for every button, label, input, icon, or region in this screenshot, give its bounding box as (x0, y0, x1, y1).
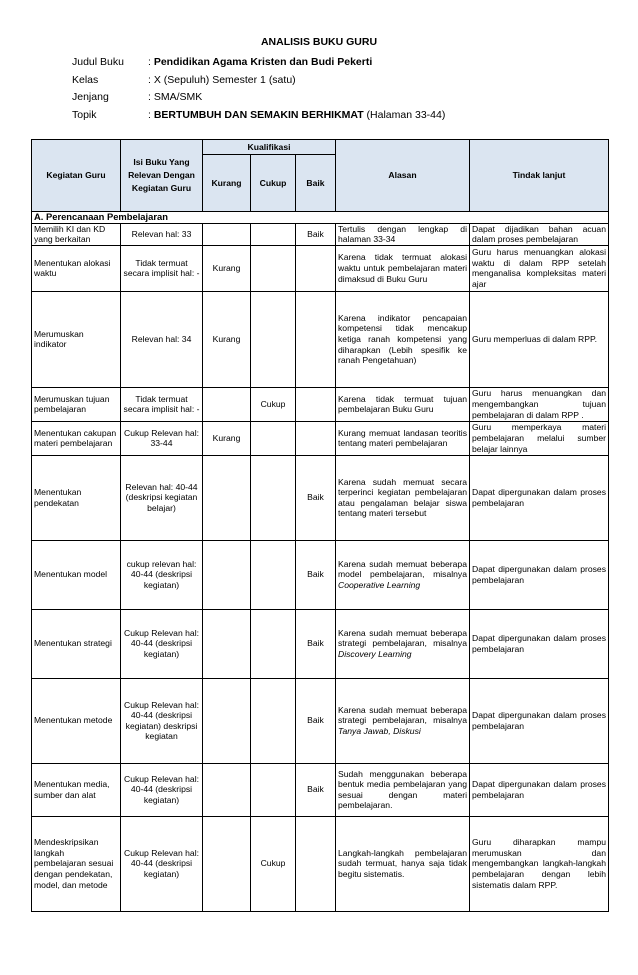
cukup-cell (251, 540, 296, 609)
isi-buku-cell: Relevan hal: 33 (121, 223, 203, 245)
isi-buku-cell: Cukup Relevan hal: 40-44 (deskripsi kegiatan) (121, 609, 203, 678)
section-heading: A. Perencanaan Pembelajaran (32, 212, 609, 224)
cukup-cell (251, 245, 296, 291)
book-title-value: Pendidikan Agama Kristen dan Budi Pekerti (153, 56, 373, 68)
cukup-cell (251, 609, 296, 678)
book-info-row (72, 54, 445, 72)
kegiatan-cell: Mendeskripsikan langkah pembelajaran sesuai dengan pendekatan, model, dan metode (32, 816, 121, 911)
baik-cell (296, 387, 336, 421)
info-label: Kelas (72, 73, 99, 86)
baik-cell (296, 421, 336, 455)
topic-pages: (Halaman 33-44) (363, 108, 446, 121)
kurang-cell (203, 455, 251, 540)
kegiatan-cell: Merumuskan tujuan pembelajaran (32, 387, 121, 421)
baik-cell: Baik (296, 223, 336, 245)
info-colon: : (148, 91, 151, 103)
tindak-lanjut-cell: Dapat dipergunakan dalam proses pembelajaran (470, 678, 609, 763)
table-row (32, 609, 609, 678)
header-kualifikasi: Kualifikasi (203, 140, 336, 155)
alasan-text: Karena tidak termuat alokasi waktu untuk pembelajaran materi dimaksud di Buku Guru (338, 252, 467, 284)
info-colon: : (148, 73, 151, 86)
topic-value: BERTUMBUH DAN SEMAKIN BERHIKMAT (153, 108, 364, 121)
isi-buku-cell: Tidak termuat secara implisit hal: - (121, 245, 203, 291)
alasan-cell (336, 421, 470, 455)
alasan-text: Karena sudah memuat secara terperinci kegiatan pembelajaran atau pengalaman belajar siswa tentang materi tersebut (338, 476, 467, 519)
cukup-cell: Cukup (251, 816, 296, 911)
baik-cell (296, 816, 336, 911)
alasan-cell (336, 540, 470, 609)
alasan-text: Karena indikator pencapaian kompetensi tidak mencakup ketiga ranah kompetensi yang diharapkan (Lebih spesifik ke ranah Pengetahuan) (338, 312, 467, 366)
alasan-cell (336, 455, 470, 540)
info-label: Jenjang (72, 91, 109, 103)
kegiatan-cell: Menentukan media, sumber dan alat (32, 763, 121, 816)
cukup-cell (251, 291, 296, 387)
table-row (32, 816, 609, 911)
kegiatan-cell: Menentukan strategi (32, 609, 121, 678)
baik-cell: Baik (296, 609, 336, 678)
baik-cell (296, 245, 336, 291)
isi-buku-cell: Relevan hal: 40-44 (deskripsi kegiatan belajar) (121, 455, 203, 540)
kegiatan-cell: Memilih KI dan KD yang berkaitan (32, 223, 121, 245)
table-row (32, 763, 609, 816)
kegiatan-cell: Menentukan alokasi waktu (32, 245, 121, 291)
alasan-cell (336, 245, 470, 291)
tindak-lanjut-cell: Guru harus menuangkan dan mengembangkan tujuan pembelajaran di dalam RPP . (470, 387, 609, 421)
kurang-cell (203, 609, 251, 678)
book-info (72, 54, 445, 124)
alasan-cell (336, 763, 470, 816)
level-value: SMA/SMK (153, 91, 203, 103)
alasan-text: Kurang memuat landasan teoritis tentang materi pembelajaran (338, 427, 467, 449)
tindak-lanjut-cell: Guru diharapkan mampu merumuskan dan mengembangkan langkah-langkah pembelajaran dengan lebih sistematis dalam RPP. (470, 816, 609, 911)
alasan-example: Cooperative Learning (338, 580, 421, 591)
header-kurang: Kurang (203, 155, 251, 212)
alasan-text: Karena sudah memuat beberapa strategi pembelajaran, misalnya (338, 627, 467, 649)
isi-buku-cell: Cukup Relevan hal: 40-44 (deskripsi kegiatan) (121, 763, 203, 816)
baik-cell: Baik (296, 763, 336, 816)
kurang-cell (203, 387, 251, 421)
alasan-text: Tertulis dengan lengkap di halaman 33-34 (338, 223, 467, 245)
table-row (32, 291, 609, 387)
info-colon: : (148, 108, 151, 121)
kurang-cell: Kurang (203, 291, 251, 387)
baik-cell: Baik (296, 540, 336, 609)
alasan-cell (336, 223, 470, 245)
alasan-text: Karena tidak termuat tujuan pembelajaran Buku Guru (338, 393, 467, 415)
class-value: X (Sepuluh) Semester 1 (satu) (153, 73, 296, 86)
cukup-cell (251, 678, 296, 763)
kurang-cell (203, 223, 251, 245)
tindak-lanjut-cell: Dapat dipergunakan dalam proses pembelajaran (470, 609, 609, 678)
kegiatan-cell: Menentukan cakupan materi pembelajaran (32, 421, 121, 455)
kurang-cell: Kurang (203, 421, 251, 455)
baik-cell: Baik (296, 678, 336, 763)
tindak-lanjut-cell: Guru memperluas di dalam RPP. (470, 291, 609, 387)
document-title: ANALISIS BUKU GURU (260, 36, 378, 48)
header-isi-buku: Isi Buku Yang Relevan Dengan Kegiatan Guru (121, 140, 203, 212)
cukup-cell (251, 455, 296, 540)
kegiatan-cell: Menentukan metode (32, 678, 121, 763)
alasan-text: Karena sudah memuat beberapa model pembelajaran, misalnya (338, 558, 467, 580)
info-colon: : (148, 56, 151, 68)
info-label: Judul Buku (72, 56, 124, 68)
kurang-cell (203, 678, 251, 763)
baik-cell: Baik (296, 455, 336, 540)
tindak-lanjut-cell: Dapat dipergunakan dalam proses pembelajaran (470, 763, 609, 816)
cukup-cell (251, 421, 296, 455)
header-kegiatan: Kegiatan Guru (32, 140, 121, 212)
tindak-lanjut-cell: Guru memperkaya materi pembelajaran melalui sumber belajar lainnya (470, 421, 609, 455)
table-row (32, 678, 609, 763)
cukup-cell: Cukup (251, 387, 296, 421)
book-info-row (72, 107, 445, 125)
book-info-row (72, 89, 445, 107)
alasan-text: Karena sudah memuat beberapa strategi pembelajaran, misalnya (338, 704, 467, 726)
isi-buku-cell: cukup relevan hal: 40-44 (deskripsi kegiatan) (121, 540, 203, 609)
tindak-lanjut-cell: Dapat dipergunakan dalam proses pembelajaran (470, 540, 609, 609)
kurang-cell (203, 816, 251, 911)
alasan-cell (336, 678, 470, 763)
alasan-cell (336, 387, 470, 421)
kurang-cell: Kurang (203, 245, 251, 291)
alasan-cell (336, 291, 470, 387)
alasan-example: Discovery Learning (338, 649, 412, 660)
baik-cell (296, 291, 336, 387)
isi-buku-cell: Relevan hal: 34 (121, 291, 203, 387)
book-info-row (72, 72, 445, 90)
table-row (32, 387, 609, 421)
kurang-cell (203, 763, 251, 816)
alasan-example: Tanya Jawab, Diskusi (338, 726, 421, 737)
cukup-cell (251, 223, 296, 245)
kurang-cell (203, 540, 251, 609)
table-row (32, 223, 609, 245)
table-row (32, 421, 609, 455)
header-baik: Baik (296, 155, 336, 212)
header-alasan: Alasan (336, 140, 470, 212)
table-row (32, 540, 609, 609)
cukup-cell (251, 763, 296, 816)
table-row (32, 455, 609, 540)
tindak-lanjut-cell: Dapat dijadikan bahan acuan dalam proses pembelajaran (470, 223, 609, 245)
tindak-lanjut-cell: Dapat dipergunakan dalam proses pembelajaran (470, 455, 609, 540)
info-label: Topik (72, 108, 97, 121)
isi-buku-cell: Cukup Relevan hal: 33-44 (121, 421, 203, 455)
kegiatan-cell: Menentukan model (32, 540, 121, 609)
alasan-text: Langkah-langkah pembelajaran sudah termuat, hanya saja tidak begitu sistematis. (338, 847, 467, 880)
analysis-table (31, 139, 609, 912)
tindak-lanjut-cell: Guru harus menuangkan alokasi waktu di dalam RPP setelah menganalisa kompleksitas materi ajar (470, 245, 609, 291)
alasan-cell (336, 609, 470, 678)
alasan-cell (336, 816, 470, 911)
kegiatan-cell: Merumuskan indikator (32, 291, 121, 387)
isi-buku-cell: Cukup Relevan hal: 40-44 (deskripsi kegiatan) deskripsi kegiatan (121, 678, 203, 763)
isi-buku-cell: Tidak termuat secara implisit hal: - (121, 387, 203, 421)
header-cukup: Cukup (251, 155, 296, 212)
header-tindak-lanjut: Tindak lanjut (470, 140, 609, 212)
kegiatan-cell: Menentukan pendekatan (32, 455, 121, 540)
table-row (32, 245, 609, 291)
alasan-text: Sudah menggunakan beberapa bentuk media pembelajaran yang sesuai dengan materi pembelajaran. (338, 768, 467, 811)
isi-buku-cell: Cukup Relevan hal: 40-44 (deskripsi kegiatan) (121, 816, 203, 911)
